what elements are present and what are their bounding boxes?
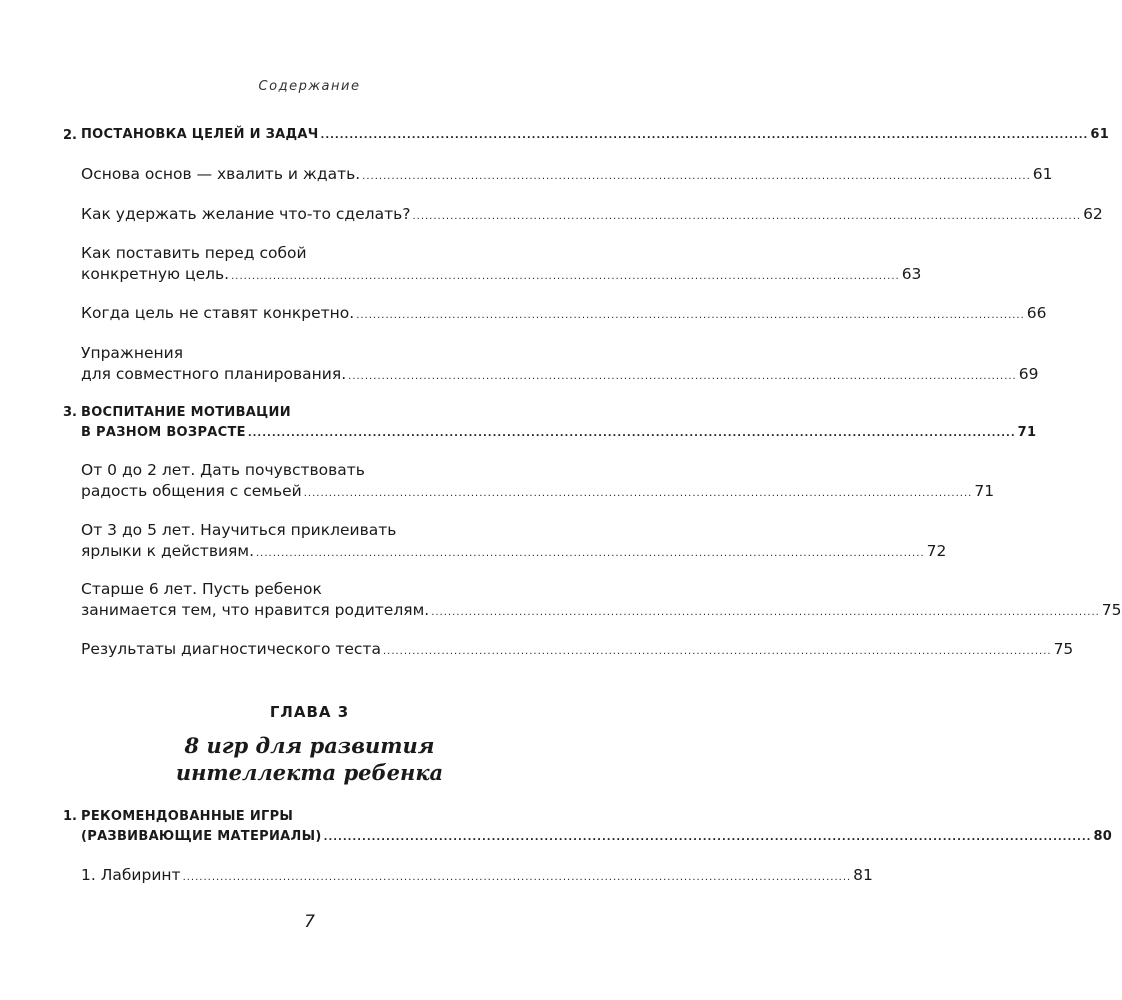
section-number: 1. <box>63 809 77 824</box>
entry-title-line2: радость общения с семьей <box>81 482 302 500</box>
page-number: 75 <box>1101 601 1122 619</box>
toc-entry[interactable]: для совместного планирования. ................................................................................................................................................................ 69 <box>81 365 1039 383</box>
entry-title: 1. Лабиринт <box>81 866 181 884</box>
toc-entry[interactable]: радость общения с семьей ................................................................................................................................................................ 71 <box>81 482 995 500</box>
page-number: 62 <box>1083 205 1103 223</box>
entry-title: Как удержать желание что-то сделать? <box>81 205 411 223</box>
page-number: 71 <box>974 482 995 500</box>
page-number: 71 <box>1017 425 1037 440</box>
page-number: 81 <box>853 866 873 884</box>
entry-title: Когда цель не ставят конкретно. <box>81 304 355 322</box>
toc-section-1[interactable]: (РАЗВИВАЮЩИЕ МАТЕРИАЛЫ) ................................................................................................................................................................ 80 <box>81 829 1113 844</box>
toc-entry[interactable]: Когда цель не ставят конкретно. ................................................................................................................................................................ 66 <box>81 304 1047 322</box>
chapter-title-line1: 8 игр для развития <box>184 733 435 758</box>
section-title-line2: (РАЗВИВАЮЩИЕ МАТЕРИАЛЫ) <box>81 829 322 844</box>
toc-section-3[interactable]: В РАЗНОМ ВОЗРАСТЕ ................................................................................................................................................................ 71 <box>81 425 1037 440</box>
entry-title-line1: От 3 до 5 лет. Научиться приклеивать <box>81 521 397 539</box>
section-title-line2: В РАЗНОМ ВОЗРАСТЕ <box>81 425 246 440</box>
section-number: 3. <box>63 405 77 420</box>
entry-title-line2: ярлыки к действиям. <box>81 542 254 560</box>
page-number: 66 <box>1026 304 1047 322</box>
entry-title-line2: конкретную цель. <box>81 265 230 283</box>
toc-entry[interactable]: Результаты диагностического теста ................................................................................................................................................................ 75 <box>81 640 1074 658</box>
running-header: Содержание <box>258 79 361 94</box>
page-number: 75 <box>1053 640 1074 658</box>
entry-title-line1: Упражнения <box>81 344 184 362</box>
page-number: 72 <box>926 542 947 560</box>
section-number: 2. <box>63 128 77 143</box>
page-number: 61 <box>1090 127 1110 142</box>
chapter-title-line2: интеллекта ребенка <box>175 760 444 785</box>
entry-title: Результаты диагностического теста <box>81 640 381 658</box>
toc-entry[interactable]: Как удержать желание что-то сделать? ................................................................................................................................................................ 62 <box>81 205 1103 223</box>
page-number: 80 <box>1093 829 1113 844</box>
section-title-line1: РЕКОМЕНДОВАННЫЕ ИГРЫ <box>81 809 294 824</box>
toc-section-2[interactable]: ПОСТАНОВКА ЦЕЛЕЙ И ЗАДАЧ ................................................................................................................................................................ 61 <box>81 127 1110 142</box>
page-number: 63 <box>901 265 922 283</box>
page-number: 69 <box>1018 365 1039 383</box>
page-folio: 7 <box>304 912 315 932</box>
entry-title-line1: Старше 6 лет. Пусть ребенок <box>81 580 322 598</box>
toc-entry[interactable]: 1. Лабиринт ................................................................................................................................................................ 81 <box>81 866 873 884</box>
toc-entry[interactable]: занимается тем, что нравится родителям. ................................................................................................................................................................ 75 <box>81 601 1122 619</box>
entry-title: Основа основ — хвалить и ждать. <box>81 165 361 183</box>
entry-title-line1: Как поставить перед собой <box>81 244 307 262</box>
toc-entry[interactable]: Основа основ — хвалить и ждать. ................................................................................................................................................................ 61 <box>81 165 1053 183</box>
entry-title-line2: для совместного планирования. <box>81 365 347 383</box>
entry-title-line1: От 0 до 2 лет. Дать почувствовать <box>81 461 365 479</box>
entry-title-line2: занимается тем, что нравится родителям. <box>81 601 430 619</box>
page-number: 61 <box>1032 165 1053 183</box>
section-title-line1: ВОСПИТАНИЕ МОТИВАЦИИ <box>81 405 291 420</box>
section-title: ПОСТАНОВКА ЦЕЛЕЙ И ЗАДАЧ <box>81 127 319 142</box>
chapter-label: ГЛАВА 3 <box>269 703 350 721</box>
toc-entry[interactable]: ярлыки к действиям. ................................................................................................................................................................ 72 <box>81 542 947 560</box>
toc-entry[interactable]: конкретную цель. ................................................................................................................................................................ 63 <box>81 265 922 283</box>
